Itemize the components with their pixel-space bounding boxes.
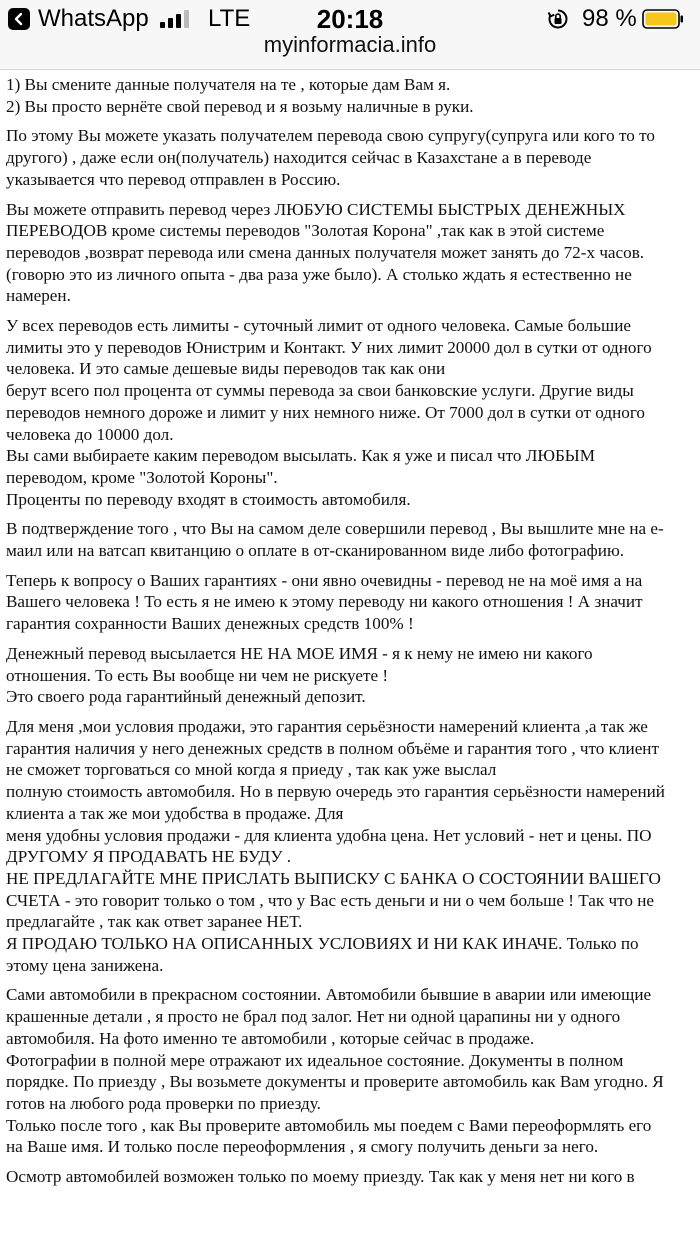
address-bar-url[interactable]: myinformacia.info [263, 32, 437, 57]
text-line: (говорю это из личного опыта - два раза уже было). А столько ждать я естественно не [6, 264, 632, 284]
text-line: Осмотр автомобилей возможен только по моему приезду. Так как у меня нет ни кого в [6, 1167, 635, 1187]
text-line: меня удобны условия продажи - для клиента удобна цена. Нет условий - нет и цены. ПО [6, 825, 652, 845]
article-paragraph [6, 570, 696, 635]
article-body [6, 74, 696, 1196]
text-line: гарантия сохранности Ваших денежных средств 100% ! [6, 614, 414, 634]
battery-percentage: 98 % [582, 5, 637, 32]
article-paragraph [6, 315, 696, 510]
text-line: полную стоимость автомобиля. Но в первую очередь это гарантия серьёзности намерений [6, 782, 665, 802]
status-time: 20:18 [316, 4, 384, 34]
text-line: 2) Вы просто вернёте свой перевод и я возьму наличные в руки. [6, 96, 474, 116]
text-line: автомобиля. На фото именно те автомобили , которые сейчас в продаже. [6, 1028, 535, 1048]
text-line: В подтверждение того , что Вы на самом деле совершили перевод , Вы вышлите мне на е- [6, 519, 664, 539]
text-line: НЕ ПРЕДЛАГАЙТЕ МНЕ ПРИСЛАТЬ ВЫПИСКУ С БАНКА О СОСТОЯНИИ ВАШЕГО [6, 868, 661, 888]
text-line: человека до 10000 дол. [6, 424, 174, 444]
article-paragraph [6, 199, 696, 308]
text-line: Вашего человека ! То есть я не имею к этому переводу ни какого отношения ! А значит [6, 592, 643, 612]
text-line: этому цена занижена. [6, 955, 164, 975]
article-paragraph [6, 1166, 696, 1188]
article-paragraph [6, 716, 696, 976]
orientation-lock-icon [547, 8, 569, 30]
text-line: Фотографии в полной мере отражают их идеальное состояние. Документы в полном [6, 1050, 624, 1070]
text-line: порядке. По приезду , Вы возьмете документы и проверите автомобиль как Вам угодно. Я [6, 1072, 664, 1092]
text-line: Теперь к вопросу о Ваших гарантиях - они явно очевидны - перевод не на моё имя а на [6, 570, 643, 590]
text-line: У всех переводов есть лимиты - суточный лимит от одного человека. Самые большие [6, 316, 631, 336]
text-line: Сами автомобили в прекрасном состоянии. Автомобили бывшие в аварии или имеющие [6, 985, 652, 1005]
text-line: берут всего пол процента от суммы перевода за свои банковские услуги. Другие виды [6, 381, 634, 401]
text-line: переводов немного дороже и лимит у них немного ниже. От 7000 дол в сутки от одного [6, 402, 646, 422]
text-line: Это своего рода гарантийный денежный депозит. [6, 687, 366, 707]
text-line: ПЕРЕВОДОВ кроме системы переводов "Золотая Корона" ,так как в этой системе [6, 221, 605, 241]
text-line: другого) , даже если он(получатель) находится сейчас в Казахстане а в переводе [6, 148, 592, 168]
text-line: Вы можете отправить перевод через ЛЮБУЮ СИСТЕМЫ БЫСТРЫХ ДЕНЕЖНЫХ [6, 199, 626, 219]
text-line: предлагайте , так как ответ заранее НЕТ. [6, 912, 303, 932]
text-line: СЧЕТА - это говорит только о том , что у Вас есть деньги и ни о чем больше ! Так что не [6, 890, 655, 910]
text-line: Я ПРОДАЮ ТОЛЬКО НА ОПИСАННЫХ УСЛОВИЯХ И НИ КАК ИНАЧЕ. Только по [6, 934, 639, 954]
text-line: указывается что перевод отправлен в Россию. [6, 169, 341, 189]
text-line: По этому Вы можете указать получателем перевода свою супругу(супруга или кого то то [6, 126, 655, 146]
text-line: готов на любого рода проверки по приезду. [6, 1093, 321, 1113]
text-line: Вы сами выбираете каким переводом высылать. Как я уже и писал что ЛЮБЫМ [6, 446, 595, 466]
text-line: ДРУГОМУ Я ПРОДАВАТЬ НЕ БУДУ . [6, 847, 292, 867]
text-line: на Ваше имя. И только после переоформления , я смогу получить деньги за него. [6, 1137, 599, 1157]
text-line: переводом, кроме "Золотой Короны". [6, 467, 278, 487]
text-line: крашенные детали , я просто не брал под залог. Нет ни одной царапины ни у одного [6, 1007, 621, 1027]
network-type: LTE [208, 5, 251, 32]
text-line: клиента а так же мои удобства в продаже. Для [6, 803, 344, 823]
article-paragraph [6, 984, 696, 1158]
text-line: человека. И это самые дешевые виды переводов так как они [6, 359, 446, 379]
browser-top-bar [0, 0, 700, 70]
text-line: намерен. [6, 286, 71, 306]
text-line: не сможет торговаться со мной когда я приеду , так как уже выслал [6, 760, 497, 780]
text-line: Проценты по переводу входят в стоимость автомобиля. [6, 489, 411, 509]
text-line: гарантия наличия у него денежных средств в полном объёме и гарантия того , что клиент [6, 738, 659, 758]
text-line: лимиты это у переводов Юнистрим и Контакт. У них лимит 20000 дол в сутки от одного [6, 337, 652, 357]
text-line: отношения. То есть Вы вообще ни чем не рискуете ! [6, 665, 389, 685]
text-line: Денежный перевод высылается НЕ НА МОЕ ИМЯ - я к нему не имею ни какого [6, 643, 593, 663]
article-paragraph [6, 518, 696, 561]
article-paragraph [6, 74, 696, 117]
article-paragraph [6, 643, 696, 708]
battery-icon [642, 9, 684, 29]
text-line: маил или на ватсап квитанцию о оплате в от-сканированном виде либо фотографию. [6, 541, 625, 561]
text-line: Для меня ,мои условия продажи, это гарантия серьёзности намерений клиента ,а так же [6, 716, 648, 736]
text-line: Только после того , как Вы проверите автомобиль мы поедем с Вами переоформлять его [6, 1115, 652, 1135]
back-to-app-label[interactable]: WhatsApp [38, 5, 149, 32]
article-paragraph [6, 125, 696, 190]
text-line: 1) Вы смените данные получателя на те , которые дам Вам я. [6, 75, 451, 94]
text-line: переводов ,возврат перевода или смена данных получателя может занять до 72-х часов. [6, 242, 645, 262]
